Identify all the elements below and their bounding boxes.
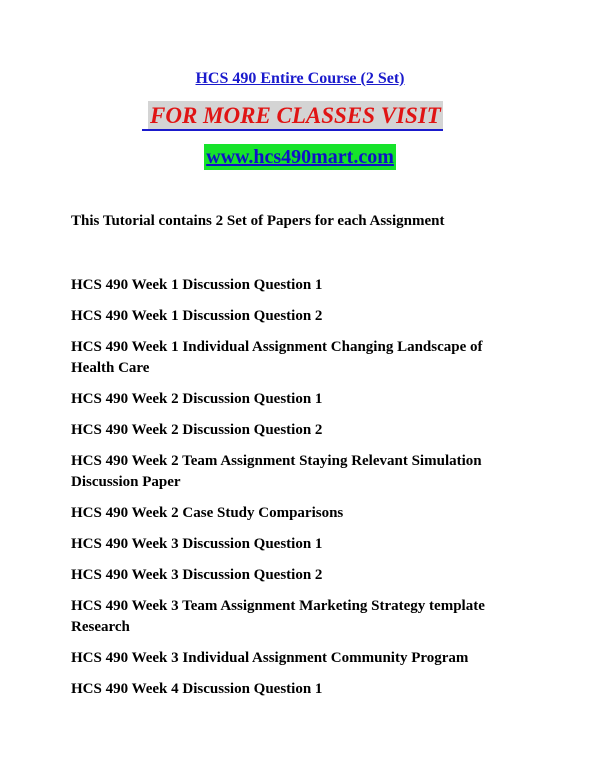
visit-banner[interactable] [142,101,443,131]
intro-text: This Tutorial contains 2 Set of Papers for each Assignment [71,213,445,229]
list-item: HCS 490 Week 3 Individual Assignment Community Program [71,650,469,666]
list-item: HCS 490 Week 1 Individual Assignment Changing Landscape of Health Care [71,339,483,376]
course-title-link[interactable]: HCS 490 Entire Course (2 Set) [195,70,405,87]
list-item: HCS 490 Week 2 Case Study Comparisons [71,505,344,521]
list-item: HCS 490 Week 4 Discussion Question 1 [71,681,323,697]
list-item: HCS 490 Week 3 Discussion Question 2 [71,567,323,583]
website-link[interactable]: www.hcs490mart.com [206,146,394,168]
list-item: HCS 490 Week 2 Discussion Question 1 [71,391,323,407]
assignment-list [71,275,526,710]
list-item: HCS 490 Week 1 Discussion Question 2 [71,308,323,324]
url-banner [0,144,600,170]
list-item: HCS 490 Week 2 Discussion Question 2 [71,422,323,438]
list-item: HCS 490 Week 1 Discussion Question 1 [71,277,323,293]
list-item: HCS 490 Week 2 Team Assignment Staying Relevant Simulation Discussion Paper [71,453,482,490]
list-item: HCS 490 Week 3 Team Assignment Marketing Strategy template Research [71,598,485,635]
list-item: HCS 490 Week 3 Discussion Question 1 [71,536,323,552]
visit-banner-text[interactable]: FOR MORE CLASSES VISIT [148,101,443,131]
